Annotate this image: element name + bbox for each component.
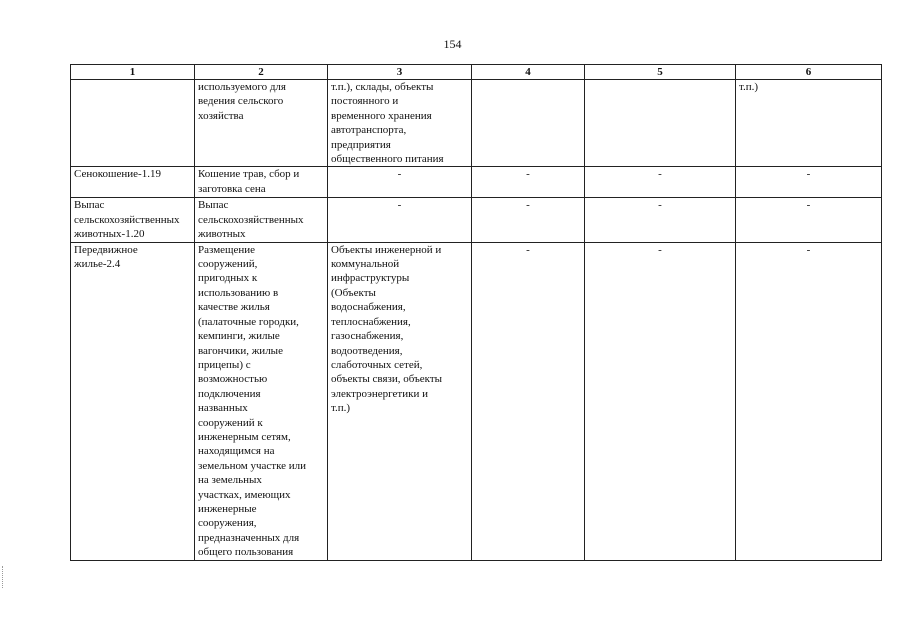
land-use-table — [70, 64, 882, 561]
cell-use-name — [71, 80, 195, 167]
cell-use-name: Передвижное жилье-2.4 — [71, 242, 195, 560]
cell-permitted-objects: - — [328, 167, 472, 198]
table-row — [71, 198, 882, 242]
column-header-5: 5 — [585, 65, 736, 80]
header-row — [71, 65, 882, 80]
cell-col5: - — [585, 198, 736, 242]
cell-use-description: используемого для ведения сельского хозяйства — [195, 80, 328, 167]
page-number: 154 — [443, 37, 462, 51]
cell-col4: - — [472, 167, 585, 198]
cell-col4: - — [472, 198, 585, 242]
cell-permitted-objects: т.п.), склады, объекты постоянного и временного хранения автотранспорта, предприятия общественного питания — [328, 80, 472, 167]
column-header-4: 4 — [472, 65, 585, 80]
cell-col5: - — [585, 167, 736, 198]
cell-col4 — [472, 80, 585, 167]
cell-use-description: Кошение трав, сбор и заготовка сена — [195, 167, 328, 198]
column-header-2: 2 — [195, 65, 328, 80]
cell-col6: - — [736, 167, 882, 198]
cell-col5: - — [585, 242, 736, 560]
cell-permitted-objects: - — [328, 198, 472, 242]
column-header-3: 3 — [328, 65, 472, 80]
cell-use-name: Выпас сельскохозяйственных животных-1.20 — [71, 198, 195, 242]
cell-col4: - — [472, 242, 585, 560]
cell-use-name: Сенокошение-1.19 — [71, 167, 195, 198]
column-header-6: 6 — [736, 65, 882, 80]
cell-use-description: Размещение сооружений, пригодных к использованию в качестве жилья (палаточные городки, кемпинги, жилые вагончики, жилые прицепы) с возможностью подключения названных сооружений к инженерным сетям, находящимся на земельном участке или на земельных участках, имеющих инженерные сооружения, предназначенных для общего пользования — [195, 242, 328, 560]
cell-use-description: Выпас сельскохозяйственных животных — [195, 198, 328, 242]
scan-margin-mark — [2, 566, 6, 588]
table-row — [71, 167, 882, 198]
cell-permitted-objects: Объекты инженерной и коммунальной инфраструктуры (Объекты водоснабжения, теплоснабжения, газоснабжения, водоотведения, слаботочных сетей, объекты связи, объекты электроэнергетики и т.п.) — [328, 242, 472, 560]
cell-col5 — [585, 80, 736, 167]
cell-col6: т.п.) — [736, 80, 882, 167]
cell-col6: - — [736, 242, 882, 560]
table-row — [71, 242, 882, 560]
cell-col6: - — [736, 198, 882, 242]
column-header-1: 1 — [71, 65, 195, 80]
table-row — [71, 80, 882, 167]
